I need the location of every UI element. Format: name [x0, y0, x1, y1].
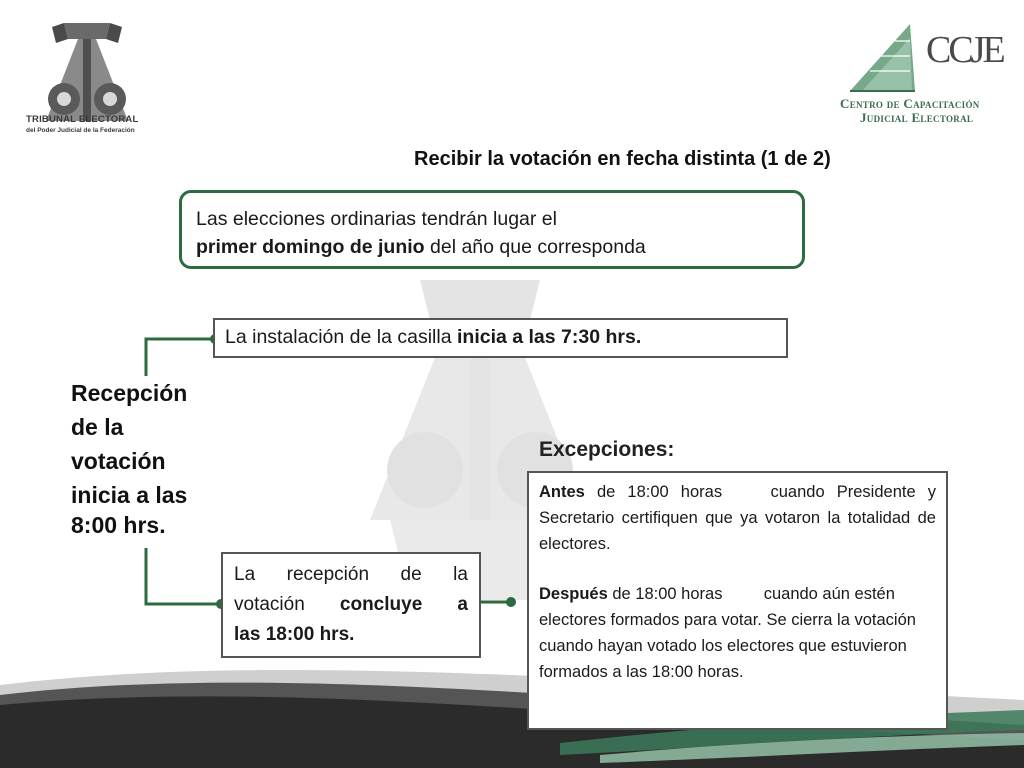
installation-text: La instalación de la casilla	[225, 326, 457, 348]
exception-after: Después de 18:00 horas cuando aún estén electores formados para votar. Se cierra la votación cuando hayan votado los electores que estuvieron formados a las 18:00 horas.	[539, 585, 921, 681]
closing-time-box	[221, 552, 481, 658]
reception-label	[71, 376, 221, 512]
closing-line1: La recepción de la	[234, 564, 468, 585]
slide-title: Recibir la votación en fecha distinta (1 de 2)	[414, 148, 831, 170]
election-line2-rest: del año que corresponda	[424, 236, 646, 258]
closing-line2: votación concluye a	[234, 594, 468, 615]
closing-line3: las 18:00 hrs.	[234, 624, 355, 645]
election-line1: Las elecciones ordinarias tendrán lugar el	[196, 208, 557, 230]
tribunal-subtitle: del Poder Judicial de la Federación	[26, 127, 135, 134]
reception-line: inicia a las	[71, 482, 188, 508]
exceptions-heading: Excepciones:	[539, 438, 675, 461]
installation-box	[213, 318, 788, 358]
reception-line: votación	[71, 448, 166, 474]
exception-after-label: Después	[539, 585, 608, 603]
exceptions-box	[527, 471, 948, 730]
election-date-bold: primer domingo de junio	[196, 236, 425, 258]
reception-line: de la	[71, 414, 124, 440]
exception-before-label: Antes	[539, 483, 585, 501]
election-line2	[196, 233, 788, 261]
reception-line: Recepción	[71, 380, 188, 406]
reception-start-time: 8:00 hrs.	[71, 512, 166, 538]
installation-time: inicia a las 7:30 hrs.	[456, 326, 642, 348]
tribunal-name: TRIBUNAL ELECTORAL	[26, 114, 139, 125]
ccje-name-line2: Judicial Electoral	[860, 110, 974, 125]
exception-before: Antes de 18:00 horas cuando Presidente y Secretario certifiquen que ya votaron la totalidad de electores.	[539, 483, 941, 553]
ccje-acronym: CCJE	[926, 29, 1003, 71]
ccje-name-line1: Centro de Capacitación	[840, 96, 980, 111]
election-date-box	[179, 190, 805, 269]
